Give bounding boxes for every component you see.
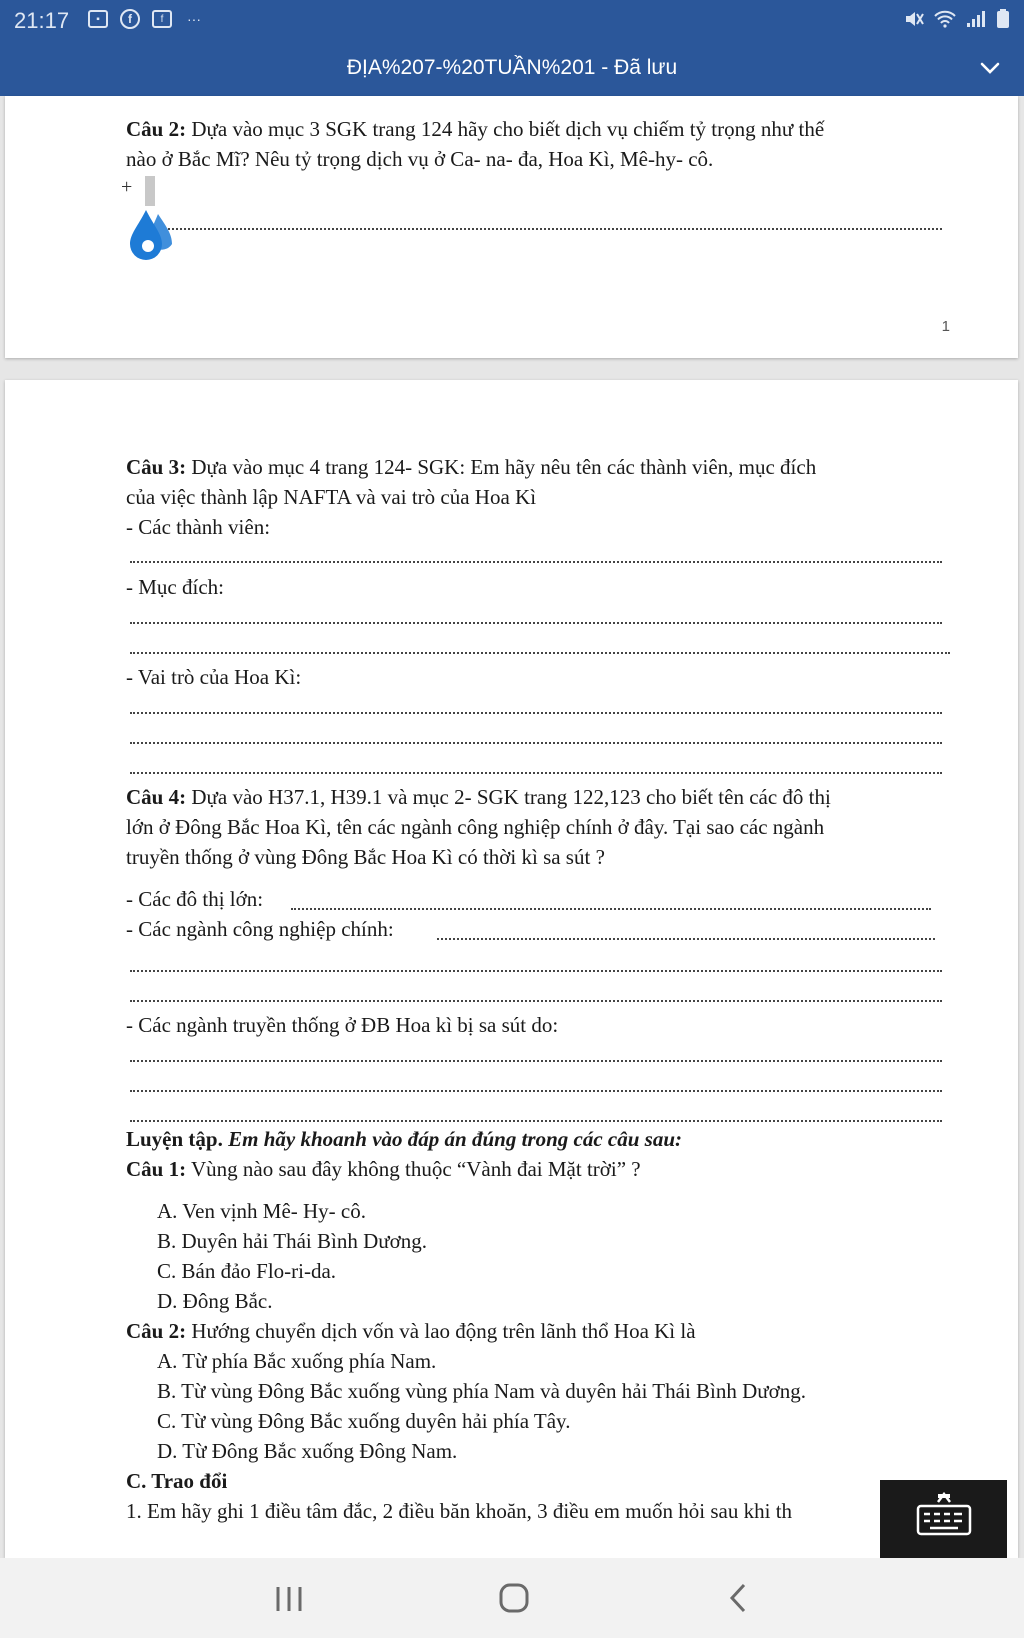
exchange-line: 1. Em hãy ghi 1 điều tâm đắc, 2 điều băn khoăn, 3 điều em muốn hỏi sau khi th xyxy=(126,1499,793,1523)
facebook-circle-icon: f xyxy=(120,9,140,29)
answer-line xyxy=(437,938,935,940)
answer-line xyxy=(130,970,942,972)
document-title[interactable]: ĐỊA%207-%20TUẦN%201 - Đã lưu xyxy=(346,56,678,79)
mc1-option-c: C. Bán đảo Flo-ri-da. xyxy=(157,1259,337,1283)
mc1-question: Câu 1: Vùng nào sau đây không thuộc “Vành đai Mặt trời” ? xyxy=(126,1157,641,1181)
back-icon[interactable] xyxy=(726,1582,750,1614)
answer-line xyxy=(130,1000,942,1002)
mute-icon xyxy=(904,10,924,28)
q4-line-2: lớn ở Đông Bắc Hoa Kì, tên các ngành công nghiệp chính ở đây. Tại sao các ngành xyxy=(126,815,825,839)
document-page-1 xyxy=(5,96,1018,358)
answer-line xyxy=(130,561,942,563)
insertion-marker: + xyxy=(121,176,133,198)
answer-line xyxy=(130,1060,942,1062)
system-navigation-bar xyxy=(0,1558,1024,1638)
answer-line xyxy=(130,772,942,774)
answer-line xyxy=(130,622,942,624)
mc2-option-d: D. Từ Đông Bắc xuống Đông Nam. xyxy=(157,1439,458,1463)
answer-line xyxy=(130,1090,942,1092)
q3-line-1: Câu 3: Dựa vào mục 4 trang 124- SGK: Em hãy nêu tên các thành viên, mục đích xyxy=(126,455,817,479)
notification-icons xyxy=(88,9,204,29)
answer-line xyxy=(130,712,942,714)
mc1-option-b: B. Duyên hải Thái Bình Dương. xyxy=(157,1229,427,1253)
facebook-icon: f xyxy=(152,10,172,28)
mc2-option-c: C. Từ vùng Đông Bắc xuống duyên hải phía Tây. xyxy=(157,1409,571,1433)
keyboard-toggle-button[interactable] xyxy=(880,1480,1007,1558)
cursor-drop-icon[interactable] xyxy=(128,208,174,262)
answer-line xyxy=(130,742,942,744)
mc1-option-d: D. Đông Bắc. xyxy=(157,1289,273,1313)
answer-line xyxy=(291,908,931,910)
battery-icon xyxy=(996,9,1010,29)
decline-label: - Các ngành truyền thống ở ĐB Hoa kì bị sa sút do: xyxy=(126,1013,559,1037)
document-title-bar[interactable] xyxy=(0,42,1024,96)
mc2-option-b: B. Từ vùng Đông Bắc xuống vùng phía Nam và duyên hải Thái Bình Dương. xyxy=(157,1379,807,1403)
wifi-icon xyxy=(934,10,956,28)
recents-icon[interactable] xyxy=(272,1584,306,1614)
home-icon[interactable] xyxy=(498,1582,530,1614)
signal-icon xyxy=(966,10,986,28)
gallery-icon: ▪ xyxy=(88,10,108,28)
more-notifications: ··· xyxy=(187,11,201,27)
system-icons xyxy=(904,9,1010,29)
answer-line xyxy=(130,652,950,654)
q4-line-1: Câu 4: Dựa vào H37.1, H39.1 và mục 2- SGK trang 122,123 cho biết tên các đô thị xyxy=(126,785,831,809)
status-time: 21:17 xyxy=(14,8,70,33)
chevron-down-icon[interactable] xyxy=(976,54,1004,82)
answer-line xyxy=(130,1120,942,1122)
cities-label: - Các đô thị lớn: xyxy=(126,887,264,911)
text-cursor xyxy=(145,176,155,206)
mc2-question: Câu 2: Hướng chuyển dịch vốn và lao động trên lãnh thổ Hoa Kì là xyxy=(126,1319,696,1343)
answer-line xyxy=(168,228,942,230)
q3-line-2: của việc thành lập NAFTA và vai trò của Hoa Kì xyxy=(126,485,537,509)
role-label: - Vai trò của Hoa Kì: xyxy=(126,665,302,689)
section-c-heading: C. Trao đổi xyxy=(126,1469,228,1493)
document-page-2 xyxy=(5,380,1018,1558)
industries-label: - Các ngành công nghiệp chính: xyxy=(126,917,394,941)
mc1-option-a: A. Ven vịnh Mê- Hy- cô. xyxy=(157,1199,366,1223)
keyboard-icon xyxy=(880,1480,1007,1558)
page-number: 1 xyxy=(941,318,950,335)
purpose-label: - Mục đích: xyxy=(126,575,224,599)
q2-line-2: nào ở Bắc Mĩ? Nêu tỷ trọng dịch vụ ở Ca- na- đa, Hoa Kì, Mê-hy- cô. xyxy=(126,147,714,171)
status-bar xyxy=(0,0,1024,42)
q2-line-1: Câu 2: Dựa vào mục 3 SGK trang 124 hãy cho biết dịch vụ chiếm tỷ trọng như thế xyxy=(126,117,825,141)
members-label: - Các thành viên: xyxy=(126,515,271,539)
mc2-option-a: A. Từ phía Bắc xuống phía Nam. xyxy=(157,1349,437,1373)
q4-line-3: truyền thống ở vùng Đông Bắc Hoa Kì có thời kì sa sút ? xyxy=(126,845,605,869)
practice-heading: Luyện tập. Em hãy khoanh vào đáp án đúng trong các câu sau: xyxy=(126,1127,683,1151)
